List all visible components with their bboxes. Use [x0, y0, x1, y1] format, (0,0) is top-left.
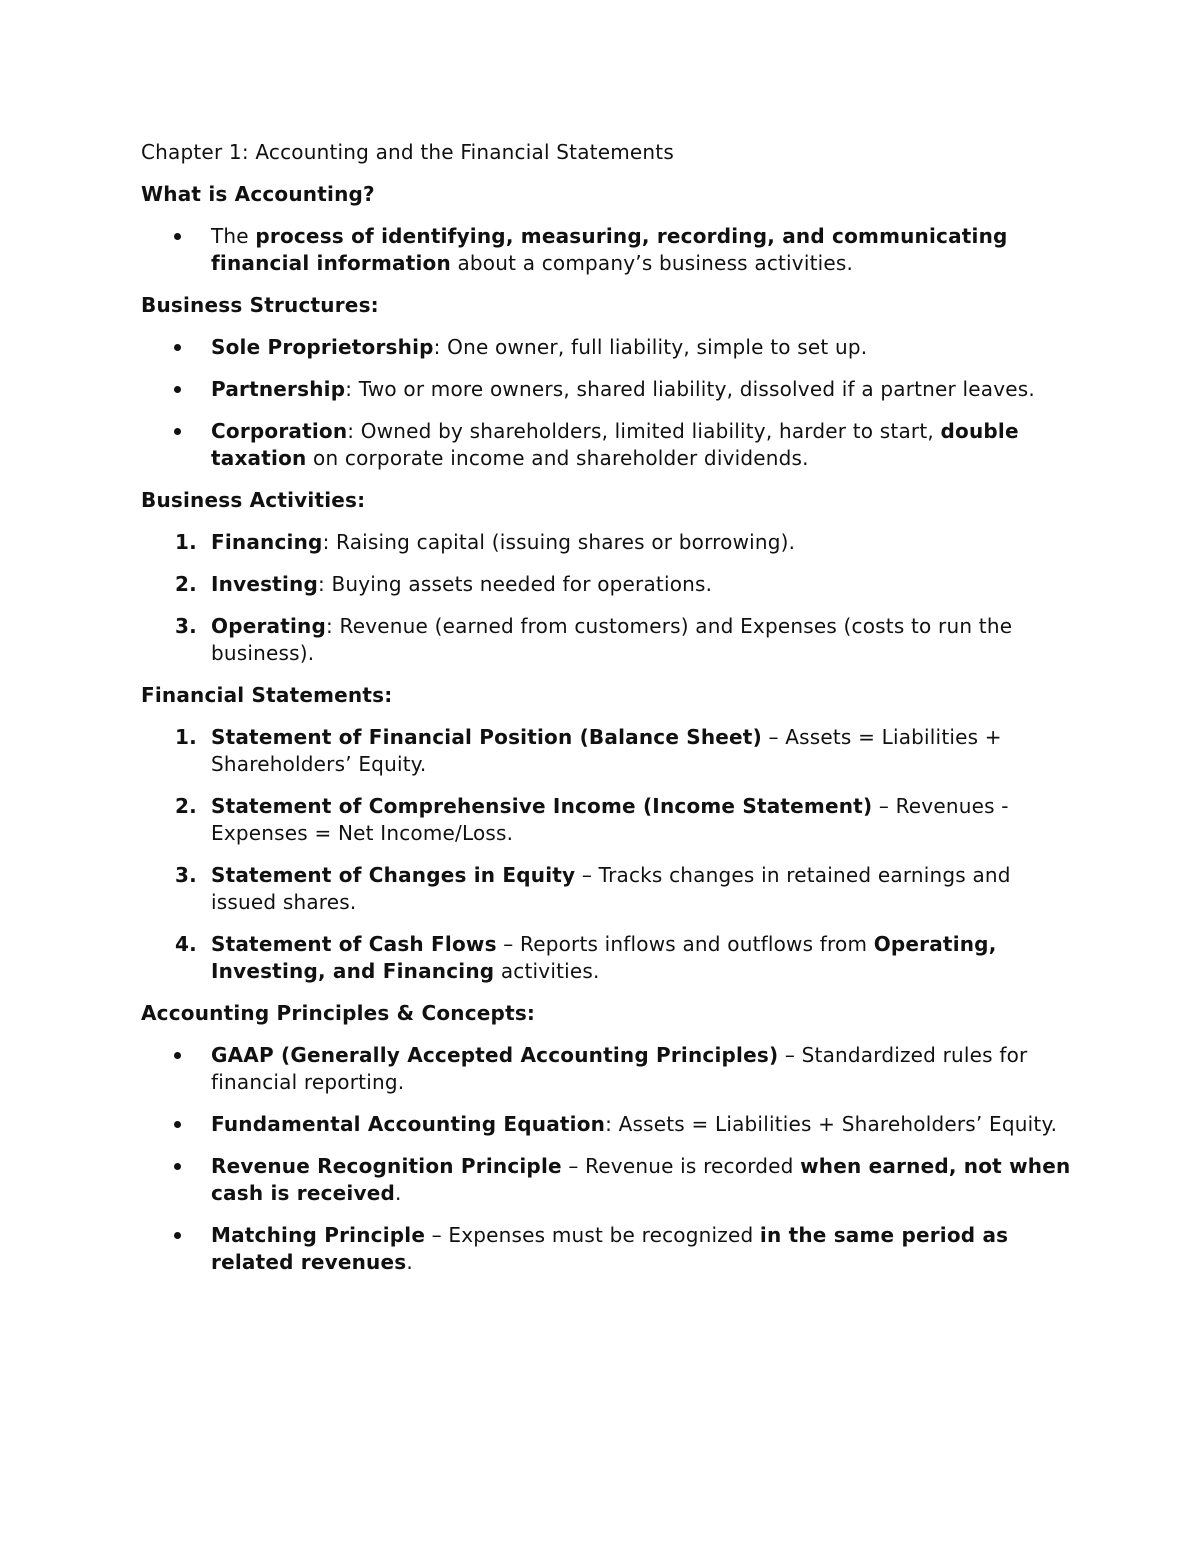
item-text: : Revenue (earned from customers) and Expenses (costs to run the business).	[211, 614, 1013, 665]
item-emphasis: when earned, not when cash is received	[211, 1154, 1071, 1205]
list-item	[141, 376, 1071, 403]
item-emphasis: in the same period as related revenues	[211, 1223, 1009, 1274]
item-number: 1.	[175, 725, 197, 749]
item-text: : Two or more owners, shared liability, dissolved if a partner leaves.	[345, 377, 1035, 401]
list-item	[141, 793, 1071, 847]
item-term: process of identifying, measuring, recording, and communicating financial information	[211, 224, 1008, 275]
item-term: Investing	[211, 572, 318, 596]
item-number: 3.	[175, 614, 197, 638]
item-term: Revenue Recognition Principle	[211, 1154, 562, 1178]
list-item	[141, 613, 1071, 667]
item-text: – Assets = Liabilities + Shareholders’ Equity.	[211, 725, 1002, 776]
business-structures-list	[141, 334, 1071, 472]
item-term: Statement of Financial Position (Balance Sheet)	[211, 725, 762, 749]
item-term: Sole Proprietorship	[211, 335, 434, 359]
item-emphasis: double taxation	[211, 419, 1019, 470]
item-emphasis: Operating, Investing, and Financing	[211, 932, 997, 983]
item-text: – Standardized rules for financial reporting.	[211, 1043, 1028, 1094]
item-term: Corporation	[211, 419, 348, 443]
list-item	[141, 1042, 1071, 1096]
financial-statements-list	[141, 724, 1071, 985]
list-item	[141, 571, 1071, 598]
item-term: Statement of Cash Flows	[211, 932, 497, 956]
list-item	[141, 418, 1071, 472]
item-number: 1.	[175, 530, 197, 554]
list-item	[141, 334, 1071, 361]
item-term: Fundamental Accounting Equation	[211, 1112, 606, 1136]
list-item	[141, 1153, 1071, 1207]
item-text: : Raising capital (issuing shares or borrowing).	[322, 530, 796, 554]
business-activities-list	[141, 529, 1071, 667]
item-number: 3.	[175, 863, 197, 887]
item-text: The	[211, 224, 256, 248]
item-term: Partnership	[211, 377, 346, 401]
list-item	[141, 223, 1071, 277]
accounting-principles-list	[141, 1042, 1071, 1276]
list-item	[141, 724, 1071, 778]
item-text: : Owned by shareholders, limited liability, harder to start,	[347, 419, 941, 443]
section-heading-financial-statements: Financial Statements:	[141, 683, 393, 707]
item-text: – Reports inflows and outflows from	[496, 932, 874, 956]
list-item	[141, 862, 1071, 916]
item-text: activities.	[494, 959, 600, 983]
item-number: 2.	[175, 572, 197, 596]
item-text: : Buying assets needed for operations.	[317, 572, 713, 596]
item-number: 2.	[175, 794, 197, 818]
item-term: Statement of Comprehensive Income (Income Statement)	[211, 794, 873, 818]
item-term: Operating	[211, 614, 327, 638]
item-term: GAAP (Generally Accepted Accounting Principles)	[211, 1043, 779, 1067]
section-heading-business-activities: Business Activities:	[141, 488, 366, 512]
list-item	[141, 931, 1071, 985]
item-text: – Revenue is recorded	[561, 1154, 801, 1178]
item-term: Matching Principle	[211, 1223, 426, 1247]
section-heading-what-is-accounting: What is Accounting?	[141, 182, 375, 206]
item-term: Financing	[211, 530, 323, 554]
item-text: – Tracks changes in retained earnings and issued shares.	[211, 863, 1011, 914]
item-number: 4.	[175, 932, 197, 956]
what-is-accounting-list	[141, 223, 1071, 277]
list-item	[141, 529, 1071, 556]
section-heading-business-structures: Business Structures:	[141, 293, 379, 317]
item-text: on corporate income and shareholder dividends.	[306, 446, 809, 470]
item-term: Statement of Changes in Equity	[211, 863, 576, 887]
list-item	[141, 1111, 1071, 1138]
chapter-title: Chapter 1: Accounting and the Financial Statements	[141, 140, 674, 164]
item-text: – Revenues - Expenses = Net Income/Loss.	[211, 794, 1009, 845]
document-page	[141, 139, 1071, 1291]
item-text: .	[406, 1250, 413, 1274]
item-text: : Assets = Liabilities + Shareholders’ Equity.	[605, 1112, 1058, 1136]
item-text: : One owner, full liability, simple to set up.	[433, 335, 868, 359]
item-text: – Expenses must be recognized	[425, 1223, 760, 1247]
list-item	[141, 1222, 1071, 1276]
item-text: about a company’s business activities.	[450, 251, 854, 275]
item-text: .	[395, 1181, 402, 1205]
section-heading-accounting-principles: Accounting Principles & Concepts:	[141, 1001, 536, 1025]
